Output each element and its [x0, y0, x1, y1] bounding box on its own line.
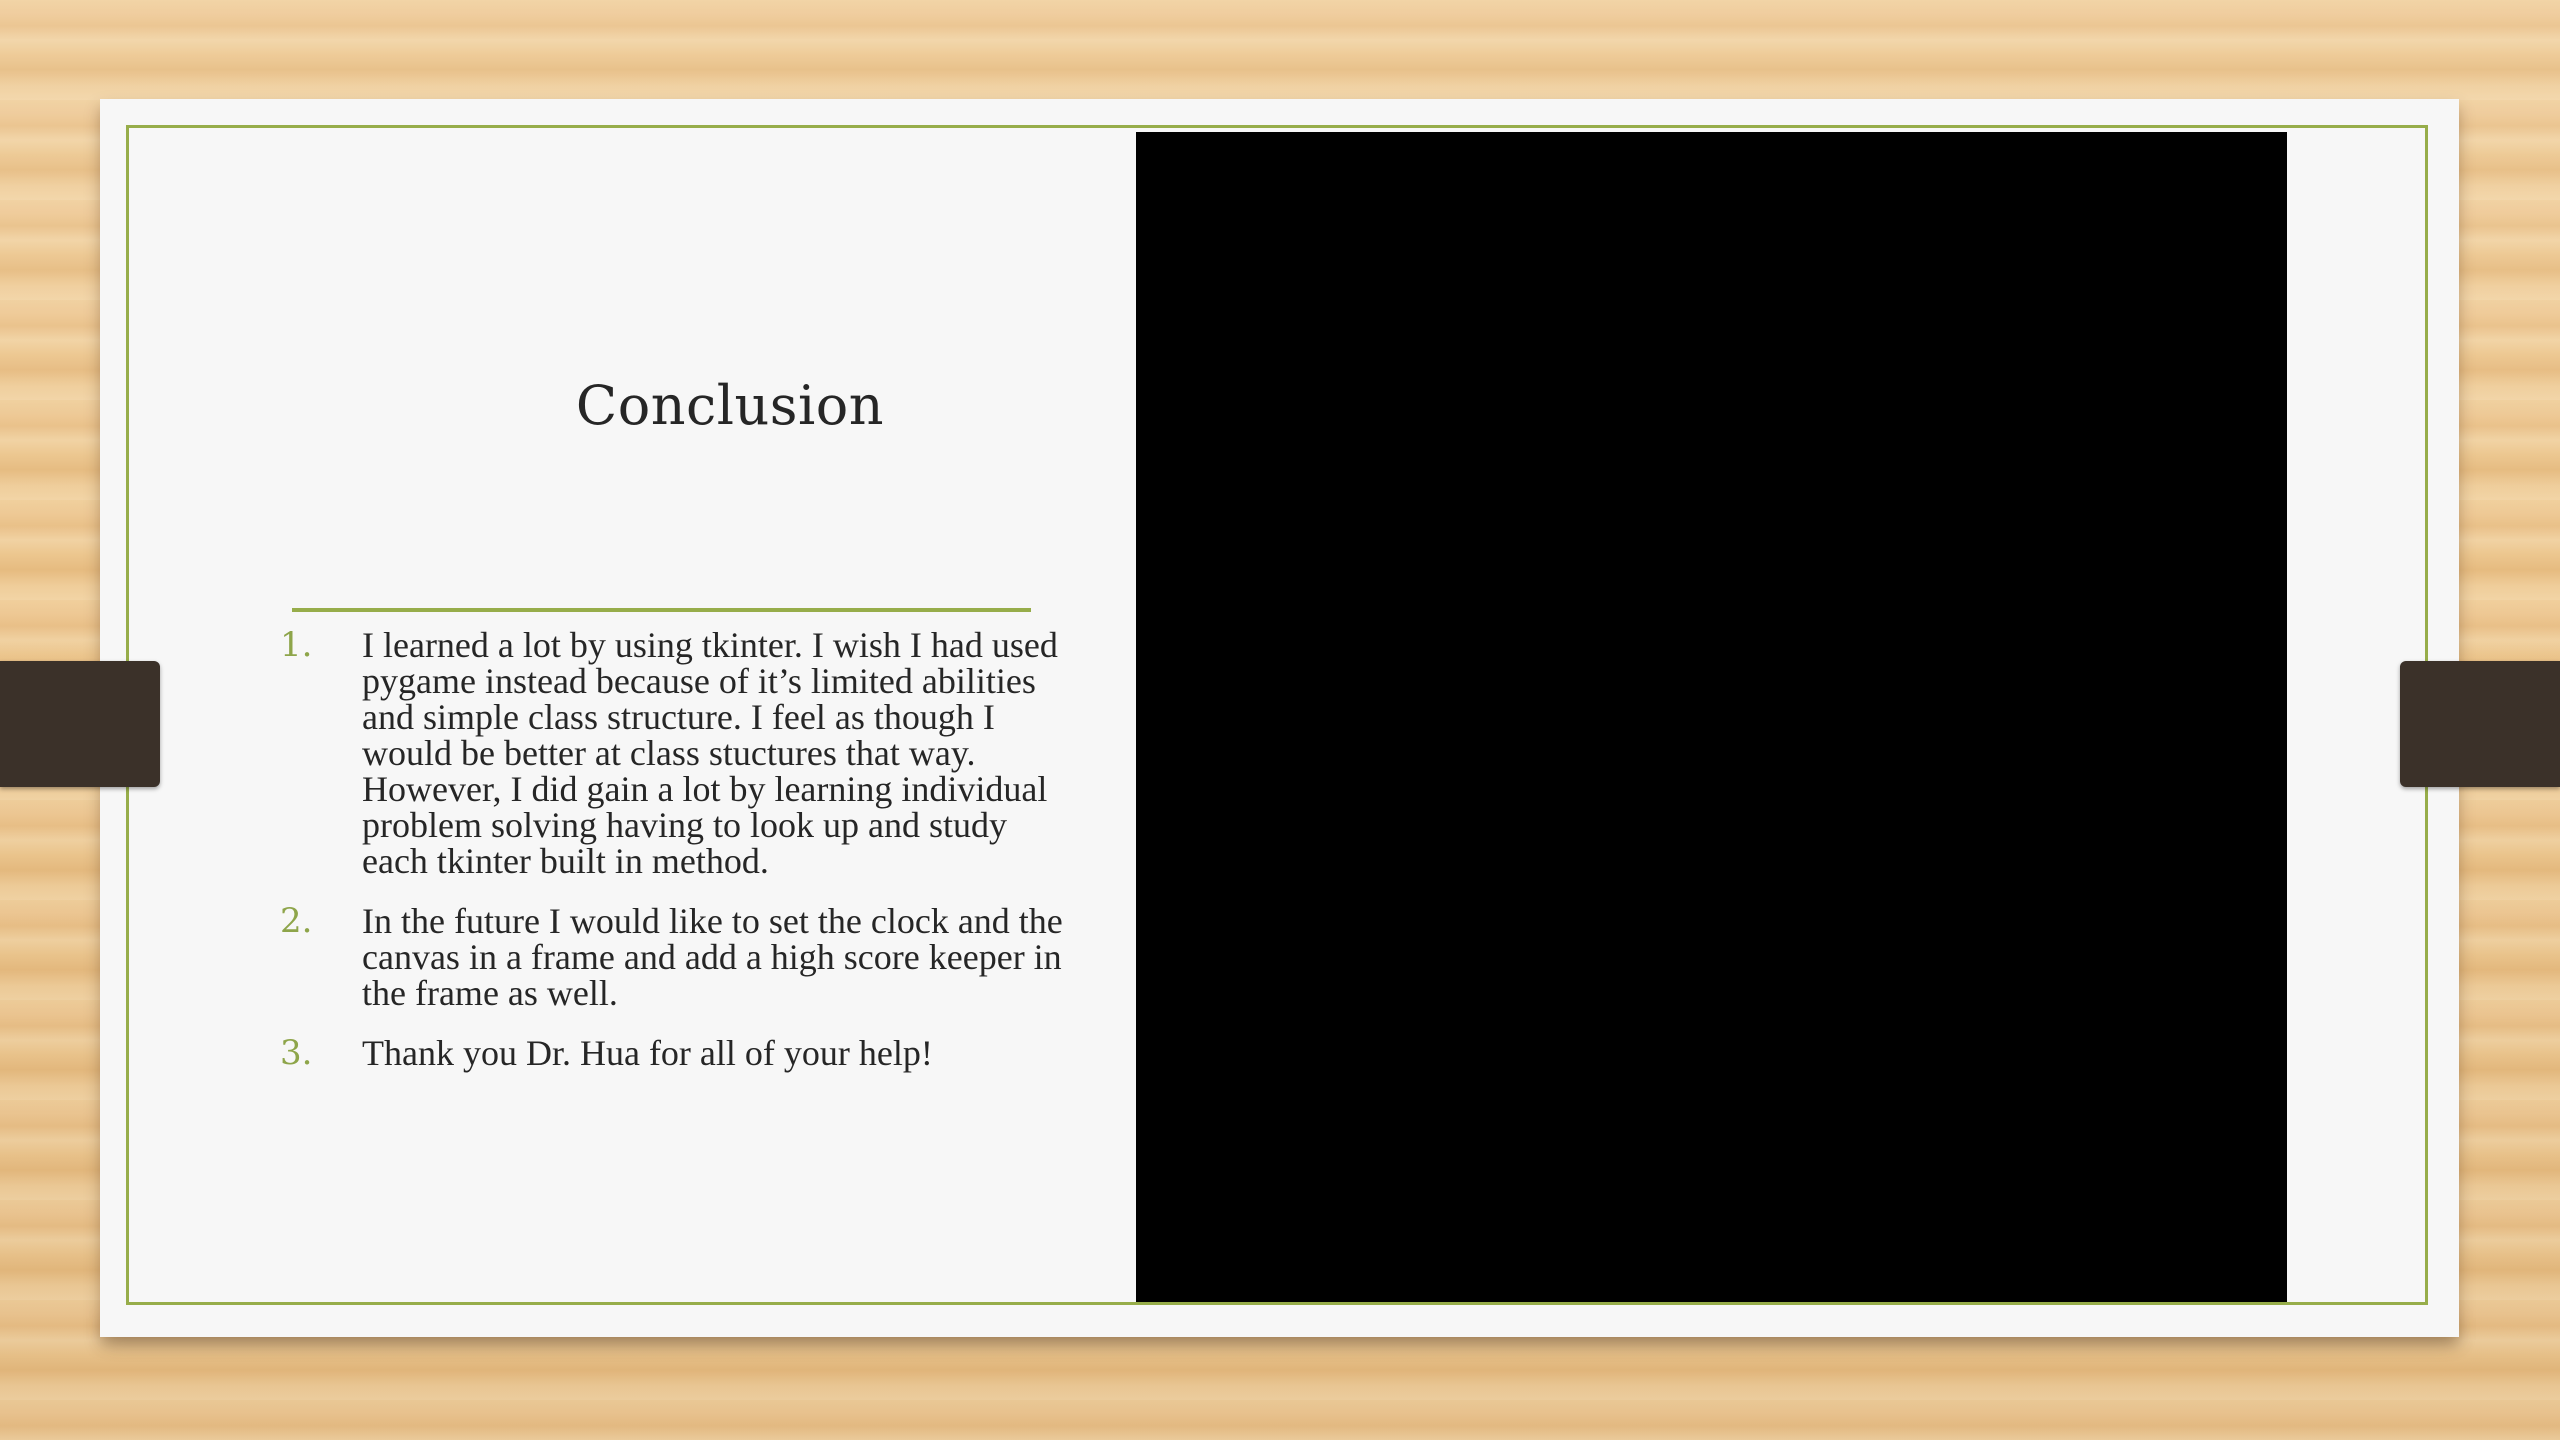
list-text: I learned a lot by using tkinter. I wish I had used pygame instead because of it’s limited abilities and simple class structure. I feel as though I would be better at class stuctures that way. However, I did gain a lot by learning individual problem solving having to look up and study each tkinter built in method.	[362, 625, 1058, 881]
right-binder-clip	[2400, 661, 2560, 787]
title-divider	[292, 608, 1031, 612]
left-binder-clip	[0, 661, 160, 787]
conclusion-list	[280, 627, 1070, 1095]
list-text: Thank you Dr. Hua for all of your help!	[362, 1033, 933, 1073]
list-text: In the future I would like to set the clock and the canvas in a frame and add a high score keeper in the frame as well.	[362, 901, 1063, 1013]
video-player[interactable]	[1136, 132, 2287, 1302]
list-item	[280, 627, 1070, 879]
list-item	[280, 903, 1070, 1011]
list-number: 2.	[280, 901, 313, 941]
list-item	[280, 1035, 1070, 1071]
list-number: 3.	[280, 1033, 313, 1073]
list-number: 1.	[280, 625, 313, 665]
presentation-slide	[100, 99, 2459, 1337]
slide-title: Conclusion	[575, 374, 885, 437]
